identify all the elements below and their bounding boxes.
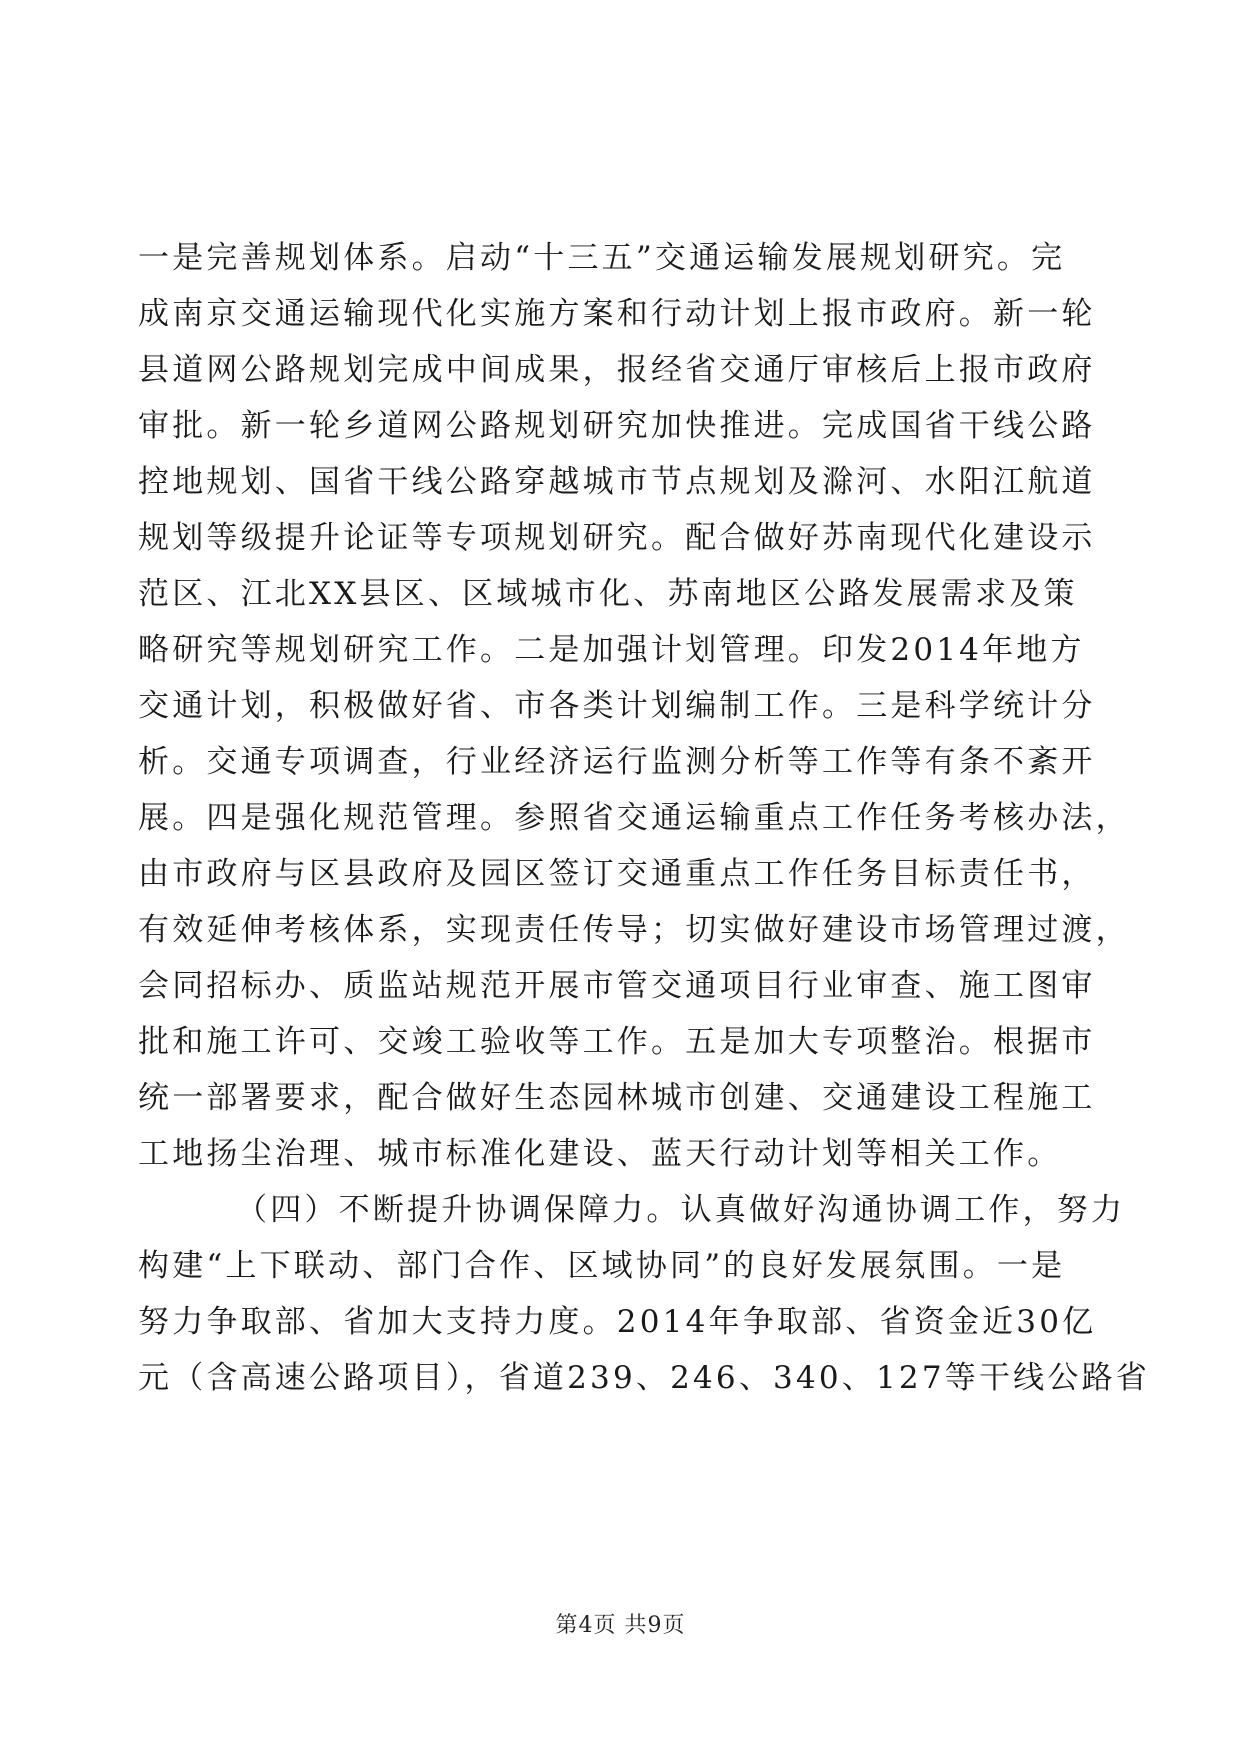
body-text [138, 230, 1150, 1406]
text-line: 批和施工许可、交竣工验收等工作。五是加大专项整治。根据市 [138, 1024, 1096, 1060]
text-line: 控地规划、国省干线公路穿越城市节点规划及滁河、水阳江航道 [138, 464, 1096, 500]
text-line: 展。四是强化规范管理。参照省交通运输重点工作任务考核办法， [138, 800, 1130, 836]
page-number-footer: 第4页 共9页 [555, 1613, 686, 1638]
section-heading-line: （四）不断提升协调保障力。认真做好沟通协调工作，努力 [236, 1192, 1126, 1228]
text-line: 审批。新一轮乡道网公路规划研究加快推进。完成国省干线公路 [138, 408, 1096, 444]
text-line: 会同招标办、质监站规范开展市管交通项目行业审查、施工图审 [138, 968, 1096, 1004]
text-line: 成南京交通运输现代化实施方案和行动计划上报市政府。新一轮 [138, 296, 1096, 332]
text-line: 交通计划，积极做好省、市各类计划编制工作。三是科学统计分 [138, 688, 1096, 724]
text-line: 构建“上下联动、部门合作、区域协同”的良好发展氛围。一是 [138, 1248, 1066, 1284]
text-line: 有效延伸考核体系，实现责任传导；切实做好建设市场管理过渡， [138, 912, 1130, 948]
text-line: 统一部署要求，配合做好生态园林城市创建、交通建设工程施工 [138, 1080, 1096, 1116]
text-line: 元（含高速公路项目），省道239、246、340、127等干线公路省 [138, 1360, 1150, 1396]
text-line: 一是完善规划体系。启动“十三五”交通运输发展规划研究。完 [138, 240, 1066, 276]
text-line: 县道网公路规划完成中间成果，报经省交通厅审核后上报市政府 [138, 352, 1096, 388]
text-line: 工地扬尘治理、城市标准化建设、蓝天行动计划等相关工作。 [138, 1136, 1062, 1172]
text-line: 努力争取部、省加大支持力度。2014年争取部、省资金近30亿 [138, 1304, 1097, 1340]
text-line: 由市政府与区县政府及园区签订交通重点工作任务目标责任书， [138, 856, 1096, 892]
text-line: 范区、江北XX县区、区域城市化、苏南地区公路发展需求及策 [138, 576, 1078, 612]
text-line: 析。交通专项调查，行业经济运行监测分析等工作等有条不紊开 [138, 744, 1096, 780]
text-line: 规划等级提升论证等专项规划研究。配合做好苏南现代化建设示 [138, 520, 1096, 556]
text-line: 略研究等规划研究工作。二是加强计划管理。印发2014年地方 [138, 632, 1085, 668]
